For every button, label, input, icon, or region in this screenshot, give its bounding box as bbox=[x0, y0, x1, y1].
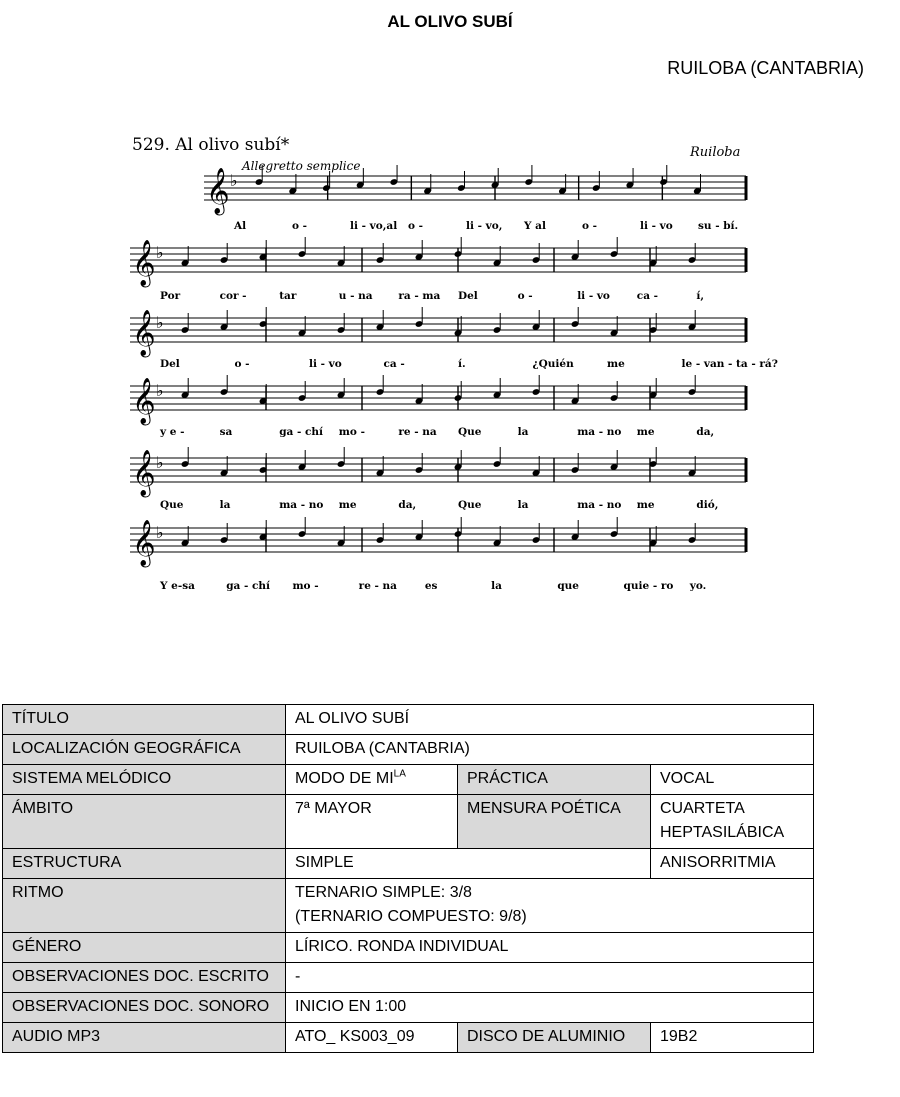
page-title: AL OLIVO SUBÍ bbox=[387, 12, 513, 31]
svg-text:𝄞: 𝄞 bbox=[132, 378, 156, 424]
svg-text:♭: ♭ bbox=[156, 453, 164, 472]
row-ambito bbox=[3, 795, 814, 849]
row-estructura bbox=[3, 849, 814, 879]
svg-text:𝄞: 𝄞 bbox=[206, 168, 230, 214]
lyric-syllable: í. bbox=[458, 358, 466, 370]
score-title: 529. Al olivo subí* bbox=[132, 135, 290, 155]
staff-system bbox=[130, 307, 778, 370]
lyric-syllable: quie - ro bbox=[623, 580, 674, 592]
lyric-syllable: da, bbox=[696, 426, 715, 438]
row-ritmo bbox=[3, 879, 814, 933]
lyric-syllable: me bbox=[607, 358, 625, 370]
staff-system bbox=[130, 447, 746, 511]
lyric-syllable: li - vo,al bbox=[350, 220, 398, 232]
lyric-syllable: me bbox=[338, 499, 357, 511]
value-obs-escrito: - bbox=[286, 963, 814, 993]
staff-system bbox=[204, 165, 746, 232]
svg-text:𝄞: 𝄞 bbox=[132, 310, 156, 356]
row-titulo bbox=[3, 705, 814, 735]
svg-text:♭: ♭ bbox=[230, 171, 238, 190]
music-score bbox=[124, 128, 778, 608]
label-sistema: SISTEMA MELÓDICO bbox=[3, 765, 286, 795]
lyric-syllable: o - bbox=[582, 220, 598, 232]
lyric-syllable: es bbox=[424, 580, 438, 592]
lyric-syllable: Del bbox=[458, 290, 478, 302]
staff-system bbox=[130, 237, 746, 302]
lyric-syllable: sa bbox=[219, 426, 233, 438]
svg-text:♭: ♭ bbox=[156, 243, 164, 262]
lyric-syllable: tar bbox=[279, 290, 297, 302]
value-practica: VOCAL bbox=[651, 765, 814, 795]
lyric-syllable: le - van - ta - rá? bbox=[681, 358, 778, 370]
staff-system bbox=[130, 517, 746, 592]
lyric-syllable: ga - chí bbox=[279, 426, 324, 438]
value-genero: LÍRICO. RONDA INDIVIDUAL bbox=[286, 933, 814, 963]
staff-system bbox=[130, 375, 746, 438]
lyric-syllable: li - vo bbox=[640, 220, 673, 232]
label-genero: GÉNERO bbox=[3, 933, 286, 963]
value-ritmo: TERNARIO SIMPLE: 3/8 (TERNARIO COMPUESTO: 9/8) bbox=[286, 879, 814, 933]
lyric-syllable: í, bbox=[696, 290, 705, 302]
label-ritmo: RITMO bbox=[3, 879, 286, 933]
label-titulo: TÍTULO bbox=[3, 705, 286, 735]
lyric-syllable: o - bbox=[517, 290, 533, 302]
lyric-syllable: dió, bbox=[696, 499, 719, 511]
lyric-syllable: ga - chí bbox=[226, 580, 271, 592]
lyric-syllable: o - bbox=[292, 220, 308, 232]
metadata-table bbox=[2, 704, 814, 1053]
lyric-syllable: Por bbox=[160, 290, 181, 302]
sup-la: LA bbox=[393, 768, 406, 780]
svg-text:♭: ♭ bbox=[156, 313, 164, 332]
lyric-syllable: la bbox=[517, 426, 529, 438]
lyric-syllable: ca - bbox=[383, 358, 405, 370]
lyric-syllable: Que bbox=[458, 426, 482, 438]
label-obs-escrito: OBSERVACIONES DOC. ESCRITO bbox=[3, 963, 286, 993]
lyric-syllable: la bbox=[491, 580, 502, 592]
value-audio: ATO_ KS003_09 bbox=[286, 1023, 458, 1053]
lyric-syllable: Que bbox=[160, 499, 184, 511]
value-ambito: 7ª MAYOR bbox=[286, 795, 458, 849]
lyric-syllable: cor - bbox=[219, 290, 247, 302]
lyric-syllable: da, bbox=[398, 499, 417, 511]
lyric-syllable: me bbox=[636, 499, 655, 511]
lyric-syllable: li - vo, bbox=[466, 220, 503, 232]
svg-text:𝄞: 𝄞 bbox=[132, 520, 156, 566]
lyric-syllable: Del bbox=[160, 358, 180, 370]
lyric-syllable: ra - ma bbox=[398, 290, 441, 302]
label-mensura: MENSURA POÉTICA bbox=[458, 795, 651, 849]
label-disco: DISCO DE ALUMINIO bbox=[458, 1023, 651, 1053]
location-heading: RUILOBA (CANTABRIA) bbox=[667, 58, 864, 78]
lyric-syllable: ma - no bbox=[577, 426, 622, 438]
value-disco: 19B2 bbox=[651, 1023, 814, 1053]
lyric-syllable: u - na bbox=[338, 290, 373, 302]
value-anisorritmia: ANISORRITMIA bbox=[651, 849, 814, 879]
row-obs-escrito bbox=[3, 963, 814, 993]
lyric-syllable: o - bbox=[408, 220, 424, 232]
lyric-syllable: re - na bbox=[398, 426, 437, 438]
lyric-syllable: me bbox=[636, 426, 655, 438]
lyric-syllable: Y e-sa bbox=[160, 580, 195, 592]
lyric-syllable: li - vo bbox=[577, 290, 610, 302]
label-practica: PRÁCTICA bbox=[458, 765, 651, 795]
row-audio bbox=[3, 1023, 814, 1053]
label-estructura: ESTRUCTURA bbox=[3, 849, 286, 879]
row-sistema bbox=[3, 765, 814, 795]
lyric-syllable: Al bbox=[234, 220, 247, 232]
lyric-syllable: Que bbox=[458, 499, 482, 511]
lyric-syllable: su - bí. bbox=[698, 220, 739, 232]
lyric-syllable: ¿Quién bbox=[532, 358, 574, 370]
lyric-syllable: mo - bbox=[338, 426, 365, 438]
lyric-syllable: ca - bbox=[636, 290, 659, 302]
label-obs-sonoro: OBSERVACIONES DOC. SONORO bbox=[3, 993, 286, 1023]
lyric-syllable: que bbox=[557, 580, 579, 592]
svg-text:𝄞: 𝄞 bbox=[132, 450, 156, 496]
lyric-syllable: ma - no bbox=[279, 499, 324, 511]
lyric-syllable: re - na bbox=[358, 580, 397, 592]
value-obs-sonoro: INICIO EN 1:00 bbox=[286, 993, 814, 1023]
lyric-syllable: mo - bbox=[292, 580, 319, 592]
row-localizacion bbox=[3, 735, 814, 765]
row-genero bbox=[3, 933, 814, 963]
lyric-syllable: li - vo bbox=[309, 358, 342, 370]
value-mensura: CUARTETA HEPTASILÁBICA bbox=[651, 795, 814, 849]
value-estructura: SIMPLE bbox=[286, 849, 651, 879]
lyric-syllable: la bbox=[219, 499, 231, 511]
label-localizacion: LOCALIZACIÓN GEOGRÁFICA bbox=[3, 735, 286, 765]
value-localizacion: RUILOBA (CANTABRIA) bbox=[286, 735, 814, 765]
lyric-syllable: yo. bbox=[689, 580, 707, 592]
value-sistema: MODO DE $MI^{LA}$ bbox=[286, 765, 458, 795]
lyric-syllable: o - bbox=[234, 358, 250, 370]
score-place: Ruiloba bbox=[690, 145, 741, 160]
row-obs-sonoro bbox=[3, 993, 814, 1023]
lyric-syllable: y e - bbox=[160, 426, 185, 438]
lyric-syllable: ma - no bbox=[577, 499, 622, 511]
lyric-syllable: Y al bbox=[524, 220, 546, 232]
tempo-marking: Allegretto semplice bbox=[242, 159, 361, 173]
svg-text:♭: ♭ bbox=[156, 381, 164, 400]
value-titulo: AL OLIVO SUBÍ bbox=[286, 705, 814, 735]
lyric-syllable: la bbox=[517, 499, 529, 511]
svg-text:𝄞: 𝄞 bbox=[132, 240, 156, 286]
label-audio: AUDIO MP3 bbox=[3, 1023, 286, 1053]
label-ambito: ÁMBITO bbox=[3, 795, 286, 849]
svg-text:♭: ♭ bbox=[156, 523, 164, 542]
